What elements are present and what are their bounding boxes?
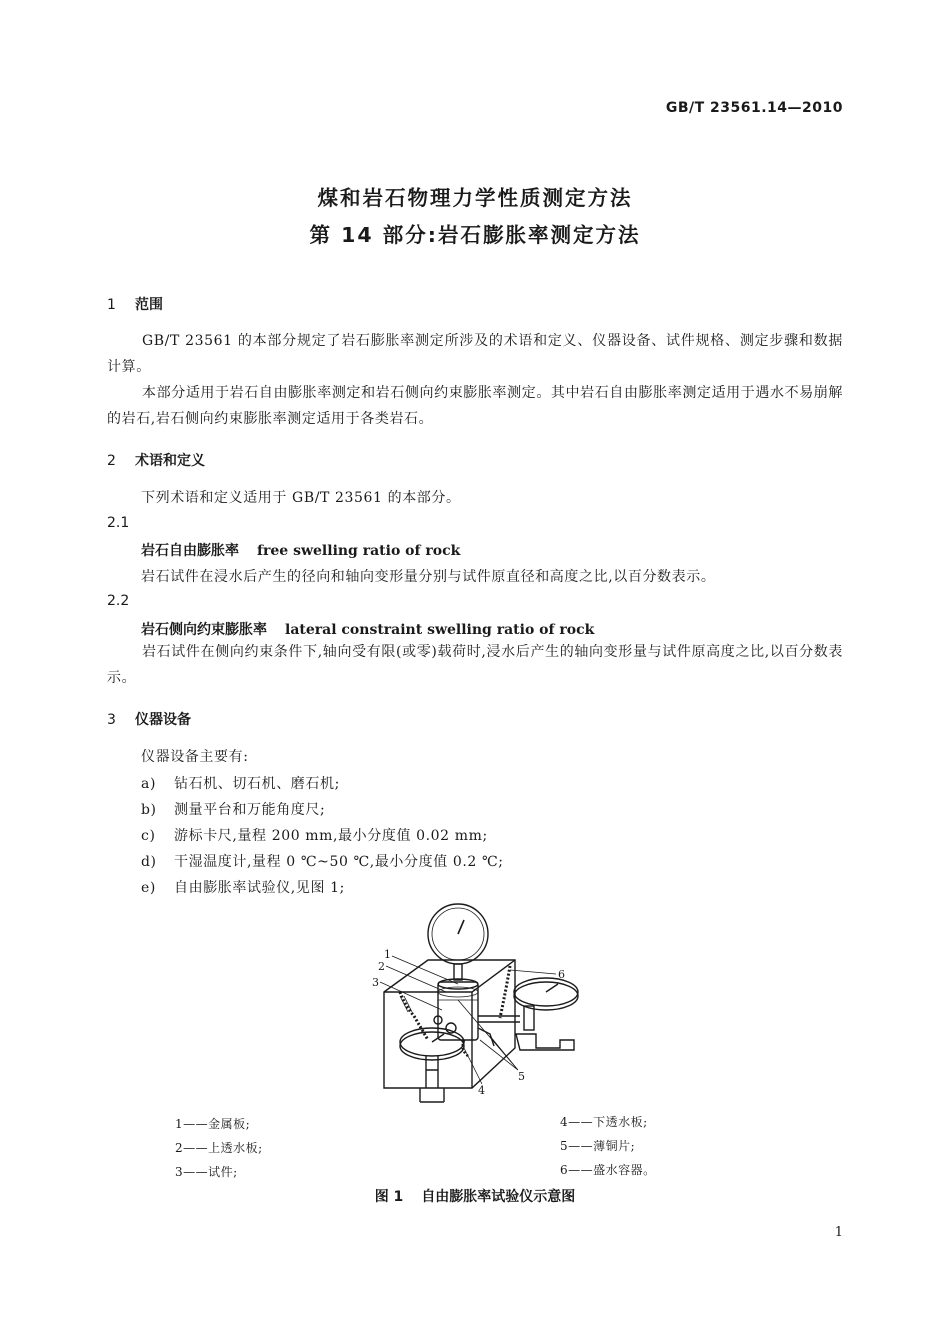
terms-intro: 下列术语和定义适用于 GB/T 23561 的本部分。 [141,490,461,506]
standard-number: GB/T 23561.14—2010 [665,100,843,116]
figure-title: 自由膨胀率试验仪示意图 [421,1189,576,1205]
callout-5: 5 [518,1070,525,1083]
legend-item: 5——薄铜片; [560,1139,636,1153]
section-title: 仪器设备 [135,712,191,728]
legend-item: 3——试件; [175,1165,238,1179]
section-number: 3 [107,712,116,728]
section-heading-scope [107,294,163,314]
legend-item: 2——上透水板; [175,1141,263,1155]
term-lateral-constraint [141,619,594,639]
section-title: 范围 [135,297,163,313]
section-number: 2 [107,453,116,469]
callout-1: 1 [384,948,391,961]
legend-item: 4——下透水板; [560,1115,648,1129]
scope-paragraph-1: GB/T 23561 的本部分规定了岩石膨胀率测定所涉及的术语和定义、仪器设备、试件规格、测定步骤和数据计算。 [107,333,843,375]
term-zh: 岩石自由膨胀率 [141,543,239,559]
apparatus-intro: 仪器设备主要有: [141,749,249,765]
figure-number: 图 1 [374,1189,404,1205]
list-item: a) 钻石机、切石机、磨石机; [141,776,340,792]
document-title: 煤和岩石物理力学性质测定方法 [317,186,633,210]
swelling-apparatus-diagram [360,900,600,1110]
legend-item: 6——盛水容器。 [560,1163,656,1177]
term-definition-2-2: 岩石试件在侧向约束条件下,轴向受有限(或零)载荷时,浸水后产生的轴向变形量与试件原高度之比,以百分数表示。 [107,644,843,686]
clause-number-2-2: 2.2 [107,593,130,609]
section-title: 术语和定义 [135,453,205,469]
figure-caption [0,1186,950,1206]
callout-3: 3 [372,976,379,989]
section-heading-terms [107,450,205,470]
clause-number-2-1: 2.1 [107,515,130,531]
term-free-swelling [141,540,460,560]
page-number: 1 [834,1225,843,1240]
callout-6: 6 [558,968,565,981]
term-en: lateral constraint swelling ratio of rock [285,622,595,638]
callout-2: 2 [378,960,385,973]
list-item: b) 测量平台和万能角度尺; [141,802,326,818]
scope-paragraph-2: 本部分适用于岩石自由膨胀率测定和岩石侧向约束膨胀率测定。其中岩石自由膨胀率测定适用于遇水不易崩解的岩石,岩石侧向约束膨胀率测定适用于各类岩石。 [107,385,843,427]
section-heading-apparatus [107,709,191,729]
document-subtitle: 第 14 部分:岩石膨胀率测定方法 [309,223,641,247]
term-definition-2-1: 岩石试件在浸水后产生的径向和轴向变形量分别与试件原直径和高度之比,以百分数表示。 [141,569,716,585]
legend-item: 1——金属板; [175,1117,251,1131]
section-number: 1 [107,297,116,313]
list-item: e) 自由膨胀率试验仪,见图 1; [141,880,345,896]
term-zh: 岩石侧向约束膨胀率 [141,622,267,638]
term-en: free swelling ratio of rock [257,543,461,559]
list-item: d) 干湿温度计,量程 0 ℃~50 ℃,最小分度值 0.2 ℃; [141,854,504,870]
list-item: c) 游标卡尺,量程 200 mm,最小分度值 0.02 mm; [141,828,488,844]
callout-4: 4 [478,1084,485,1097]
